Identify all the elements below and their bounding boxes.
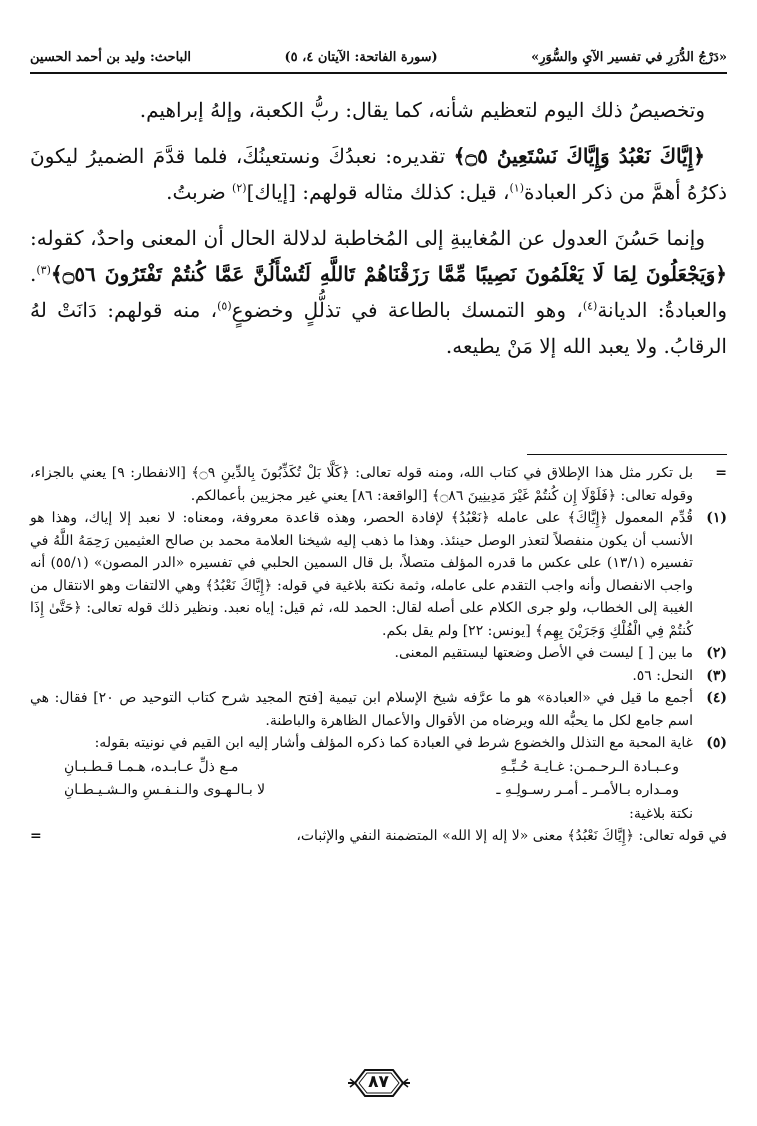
footnote-ref-5[interactable]: (٥) — [217, 299, 232, 313]
researcher-name: الباحث: وليد بن أحمد الحسين — [30, 49, 192, 65]
footnote-ref-2[interactable]: (٢) — [232, 181, 247, 195]
footnote-2 — [30, 642, 727, 665]
footnote-text: بل تكرر مثل هذا الإطلاق في كتاب الله، ومنه قوله تعالى: ﴿كَلَّا بَلْ تُكَذِّبُونَ بِالدِّينِ ۝٩﴾ [الانفطار: ٩] يعني بالجزاء، وقوله تعالى: ﴿فَلَوْلَا إِن كُنتُمْ غَيْرَ مَدِينِينَ ۝٨٦﴾ [الواقعة: ٨٦] يعني غير مجزيين بأعمالكم. — [30, 465, 693, 504]
footnote-continuation — [30, 462, 727, 507]
footnote-text: قُدِّم المعمول ﴿إِيَّاكَ﴾ على عامله ﴿نَعْبُدُ﴾ لإفادة الحصر، وهذه قاعدة معروفة، ومعناه: لا نعبد إلا إياك، وهذا هو الأنسب أن يكون منفصلاً لتعذر الوصل حينئذ. وهذا ما ذهب إليه شيخنا العلامة محمد بن صالح العثيمين رَحِمَهُ اللَّهُ في تفسيره (١٣/١) على عكس ما قدره المؤلف متصلاً، بل قال السمين الحلبي في تفسيره «الدر المصون» (٥٥/١) أنه واجب الانفصال وأنه واجب التقدم على عامله، وثمة نكتة بلاغية في قوله: ﴿إِيَّاكَ نَعْبُدُ﴾ وهي الالتفات وهو الانتقال من الغيبة إلى الخطاب، ولو جرى الكلام على أصله لقال: الحمد لله، ثم قيل: إياه نعبد. ونظير ذلك قوله تعالى: ﴿حَتَّىٰ إِذَا كُنتُمْ فِي الْفُلْكِ وَجَرَيْنَ بِهِم﴾ [يونس: ٢٢] ولم يقل بكم. — [30, 510, 693, 639]
continuation-mark: = — [715, 465, 727, 481]
paragraph-3 — [30, 220, 727, 364]
footnote-last-line — [30, 825, 727, 848]
quran-verse: ﴿إِيَّاكَ نَعْبُدُ وَإِيَّاكَ نَسْتَعِينُ ۝٥﴾ — [453, 144, 705, 168]
book-title: «دَرْجُ الدُّرَرِ في تفسير الآيِ والسُّوَرِ» — [531, 49, 727, 65]
footnotes — [30, 462, 727, 848]
paragraph-1: وتخصيصُ ذلك اليوم لتعظيم شأنه، كما يقال: ربُّ الكعبة، وإلهُ إبراهيم. — [139, 98, 705, 122]
footnote-ref-3[interactable]: (٣) — [36, 263, 51, 277]
footnote-number: (٥) — [706, 735, 727, 751]
footnote-3 — [30, 665, 727, 688]
hemistich: ومـداره بـالأمـر ـ أمـر رسـولِـهِ ـ — [496, 782, 679, 798]
footnote-4 — [30, 687, 727, 732]
footnote-text: غاية المحبة مع التذلل والخضوع شرط في العبادة كما ذكره المؤلف وأشار إليه ابن القيم في نونيته بقوله: — [94, 735, 693, 751]
text: ضربتُ. — [166, 180, 233, 204]
footnote-number: (٤) — [706, 690, 727, 706]
poem-verse-1 — [30, 756, 693, 779]
page-number: ٨٧ — [368, 1072, 389, 1092]
quran-verse: ﴿وَيَجْعَلُونَ لِمَا لَا يَعْلَمُونَ نَصِيبًا مِّمَّا رَزَقْنَاهُمْ تَاللَّهِ لَتُسْأَلُنَّ عَمَّا كُنتُمْ تَفْتَرُونَ ۝٥٦﴾ — [50, 262, 727, 286]
footnote-ref-1[interactable]: (١) — [509, 181, 524, 195]
main-text — [30, 92, 727, 374]
footnote-number: (٢) — [706, 645, 727, 661]
hemistich: وعـبـادة الـرحـمـن: غـايـة حُـبِّـهِ — [500, 758, 679, 775]
hemistich: مـع ذلِّ عـابـده، هـمـا قـطـبـانِ — [64, 758, 239, 775]
text: وإنما حَسُنَ العدول عن المُغايبةِ إلى المُخاطبة لدلالة الحال أن المعنى واحدٌ، كقوله: — [30, 226, 705, 250]
footnote-1 — [30, 507, 727, 642]
continuation-mark: = — [30, 828, 42, 844]
text: ، قيل: كذلك مثاله قولهم: [إياك] — [246, 180, 510, 204]
footnote-number: (٣) — [706, 667, 727, 684]
page-number-ornament — [347, 1066, 411, 1100]
footnote-text: النحل: ٥٦. — [632, 667, 693, 684]
rhetorical-note-label: نكتة بلاغية: — [629, 805, 693, 822]
text: . والعبادةُ: الديانة — [30, 262, 727, 322]
page-header — [30, 42, 727, 74]
footnote-5 — [30, 732, 727, 825]
text: تقديره: نعبدُكَ ونستعينُكَ، فلما قدَّمَ الضميرُ ليكونَ ذكرُهُ أهمَّ من ذكر العبادة — [30, 144, 727, 204]
text: ، منه قولهم: دَانَتْ لهُ الرقابُ. ولا يعبد الله إلا مَنْ يطيعه. — [30, 298, 727, 358]
footnote-body — [30, 732, 693, 825]
surah-reference: (سورة الفاتحة: الآيتان ٤، ٥) — [284, 49, 438, 65]
footnote-ref-4[interactable]: (٤) — [582, 299, 598, 313]
hemistich: لا بـالـهـوى والـنـفـسِ والـشـيـطـانِ — [64, 782, 266, 798]
footnote-text: ما بين [ ] ليست في الأصل وضعتها ليستقيم المعنى. — [394, 645, 693, 661]
poem-verse-2 — [30, 779, 693, 802]
paragraph-2 — [30, 138, 727, 210]
text: ، وهو التمسك بالطاعة في تذلُّلٍ وخضوعٍ — [231, 298, 583, 322]
footnote-text: أجمع ما قيل في «العبادة» هو ما عرَّفه شيخ الإسلام ابن تيمية [فتح المجيد شرح كتاب التوحيد ص ٢٠] فقال: هي اسم جامع لكل ما يحبُّه الله ويرضاه من الأقوال والأعمال الظاهرة والباطنة. — [30, 690, 694, 729]
footnote-divider — [527, 454, 727, 455]
footnote-text: في قوله تعالى: ﴿إِيَّاكَ نَعْبُدُ﴾ معنى «لا إله إلا الله» المتضمنة النفي والإثبات، — [296, 828, 727, 844]
footnote-number: (١) — [706, 510, 727, 526]
